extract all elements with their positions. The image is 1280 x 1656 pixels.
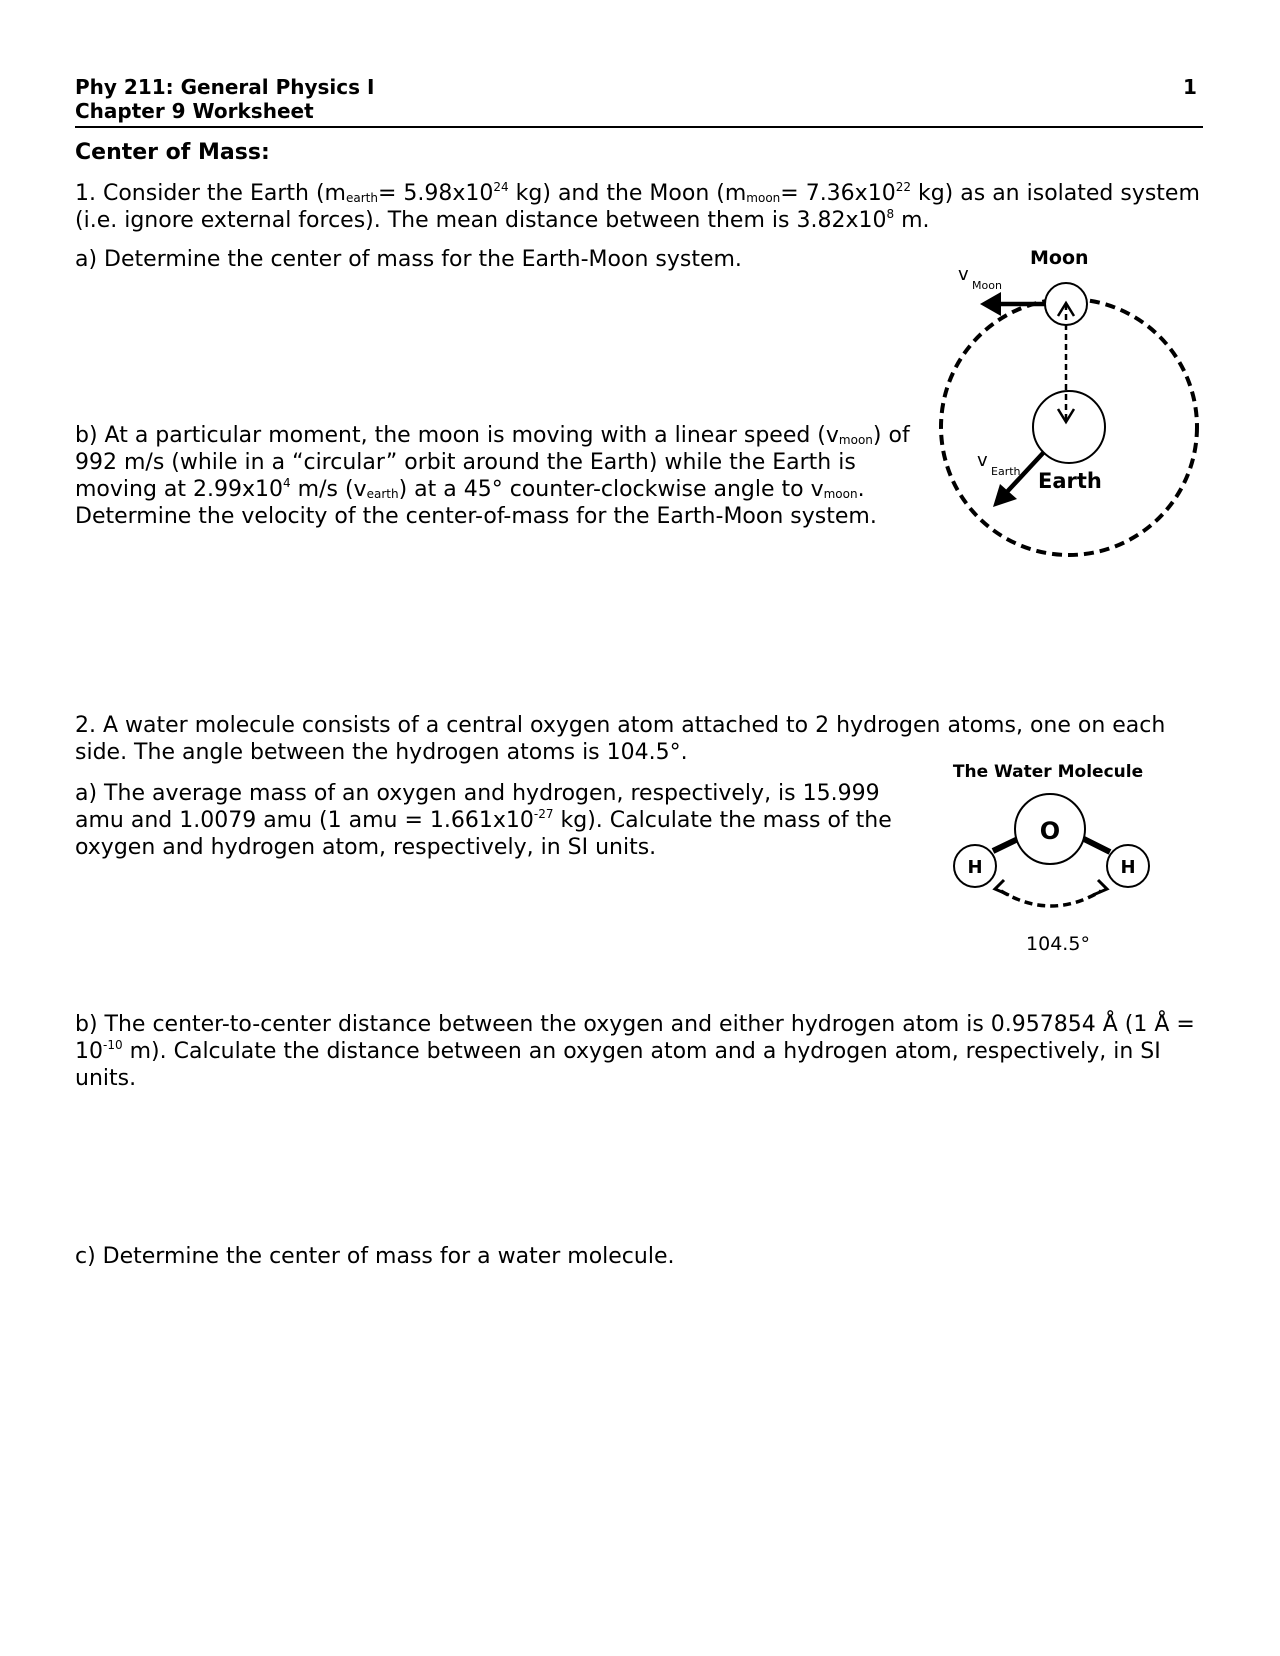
bond-right: [1082, 838, 1110, 852]
section-title: Center of Mass:: [75, 140, 270, 165]
q1-intro: 1. Consider the Earth ($m_{earth}= 5.98x10^{24}$ kg) and the Moon ($m_{moon}= 7.36x10^{22}$ kg) as an isolated system (i.e. ignore external forces). The mean distance between them is $3.82x10^8$ m.: [75, 180, 1200, 233]
header-rule: [75, 126, 1203, 128]
q2-intro: 2. A water molecule consists of a central oxygen atom attached to 2 hydrogen atoms, one on each side. The angle between the hydrogen atoms is 104.5°.: [75, 713, 1166, 765]
water-figure-title: The Water Molecule: [952, 762, 1144, 782]
hydrogen-left-label: H: [967, 857, 983, 878]
v-earth-symbol: v: [977, 450, 988, 471]
angle-arrowhead-left-icon: [995, 880, 1009, 895]
q2-part-c: c) Determine the center of mass for a water molecule.: [75, 1244, 675, 1269]
angle-arc: [1001, 891, 1101, 906]
v-moon-arrowhead-icon: [980, 292, 1001, 316]
moon-label: Moon: [1030, 247, 1089, 269]
oxygen-label: O: [1039, 817, 1061, 845]
page-number: 1: [1183, 75, 1197, 99]
v-earth-subscript: Earth: [991, 465, 1021, 478]
earth-label: Earth: [1038, 469, 1102, 493]
q2-part-a: a) The average mass of an oxygen and hydrogen, respectively, is 15.999 amu and 1.0079 amu (1 amu = $1.661x10^{-27}$ kg). Calculate the mass of the oxygen and hydrogen atom, respectively, in SI units.: [75, 781, 892, 860]
q1-part-a: a) Determine the center of mass for the Earth-Moon system.: [75, 247, 742, 272]
water-molecule-diagram: [930, 755, 1170, 955]
worksheet-title: Chapter 9 Worksheet: [75, 99, 314, 123]
q1-part-b: b) At a particular moment, the moon is moving with a linear speed $(v_{moon})$ of 992 m/s (while in a “circular” orbit around the Earth) while the Earth is moving at $2.99x10^4$ m/s $(v_{earth})$ at a 45° counter-clockwise angle to $v_{moon}$. Determine the velocity of the center-of-mass for the Earth-Moon system.: [75, 423, 910, 529]
angle-label: 104.5°: [1026, 933, 1090, 955]
q2-part-b: b) The center-to-center distance between the oxygen and either hydrogen atom is 0.957854 Å (1 Å = $10^{-10}$ m). Calculate the distance between an oxygen atom and a hydrogen atom, respectively, in SI units.: [75, 1012, 1195, 1091]
v-moon-symbol: v: [958, 264, 969, 285]
course-title: Phy 211: General Physics I: [75, 75, 375, 99]
hydrogen-right-label: H: [1120, 857, 1136, 878]
earth-moon-diagram: [900, 235, 1220, 565]
angle-arrowhead-right-icon: [1093, 880, 1107, 895]
v-moon-subscript: Moon: [972, 279, 1002, 292]
